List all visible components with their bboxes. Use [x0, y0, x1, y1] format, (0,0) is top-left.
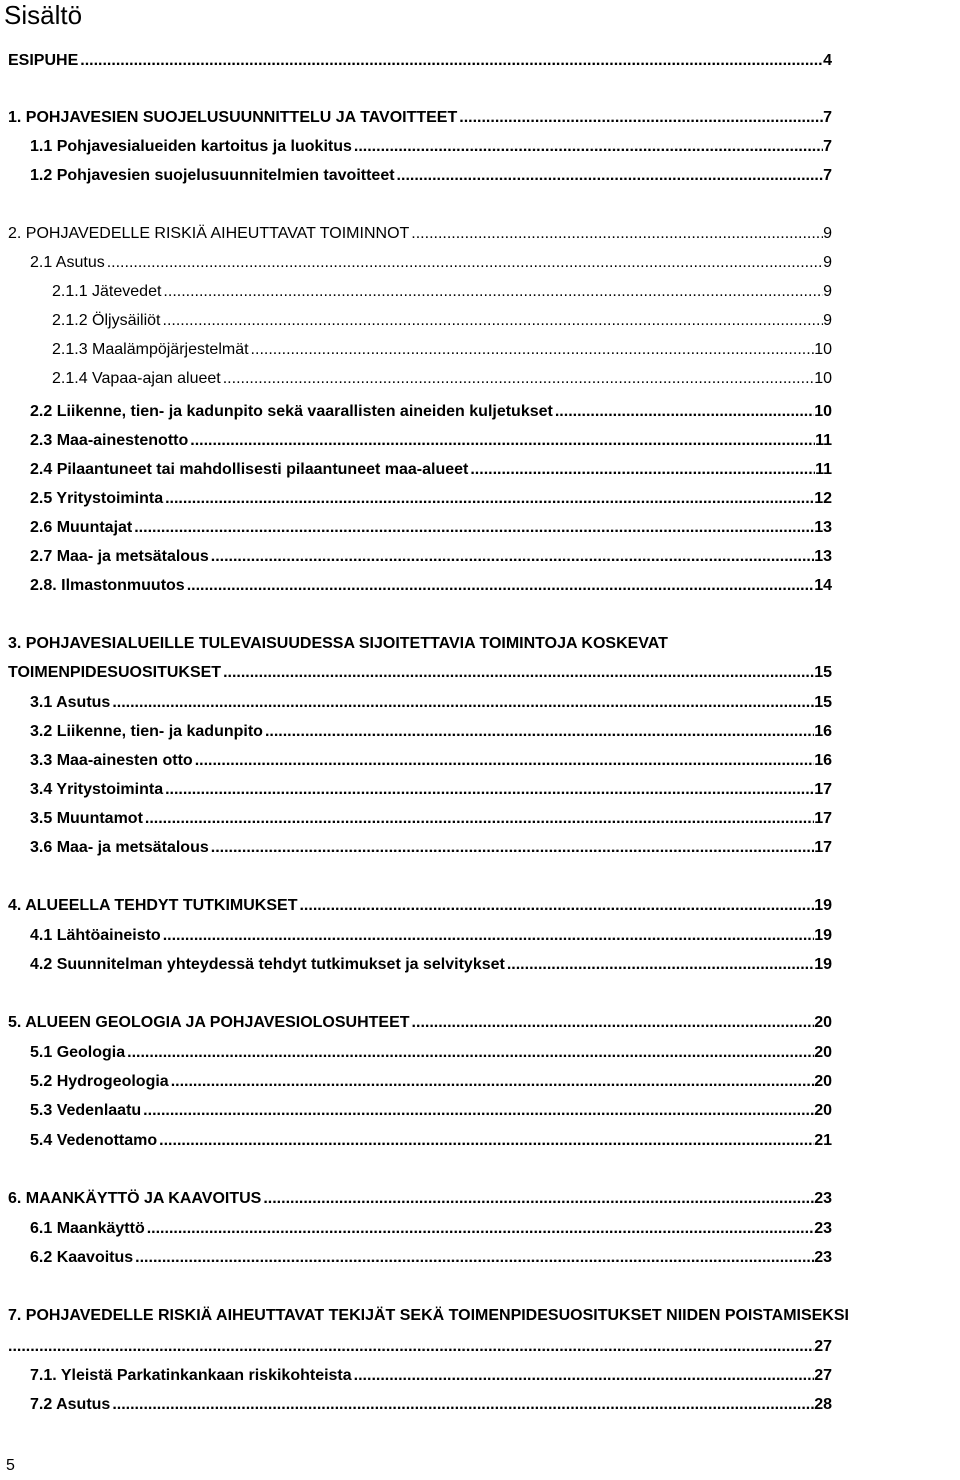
toc-entry-page: 7 — [823, 138, 832, 155]
toc-entry-label: 2.1.4 Vapaa-ajan alueet — [52, 370, 221, 387]
toc-entry-page: 17 — [814, 781, 832, 798]
toc-entry-page: 7 — [823, 109, 832, 126]
toc-entry-label: 5. ALUEEN GEOLOGIA JA POHJAVESIOLOSUHTEET — [8, 1014, 410, 1031]
toc-entry[interactable] — [30, 248, 832, 277]
toc-leader-dots — [112, 1390, 814, 1419]
toc-entry-label: ESIPUHE — [8, 52, 79, 69]
toc-leader-dots — [163, 921, 815, 950]
toc-entry[interactable] — [30, 950, 832, 979]
toc-entry-page: 4 — [823, 52, 832, 69]
toc-leader-dots — [134, 513, 814, 542]
toc-entry[interactable] — [8, 1301, 960, 1330]
toc-entry-label: 2.1.3 Maalämpöjärjestelmät — [52, 341, 249, 358]
toc-leader-dots — [127, 1038, 814, 1067]
toc-leader-dots — [354, 132, 823, 161]
toc-leader-dots — [412, 1008, 815, 1037]
toc-entry[interactable] — [30, 775, 832, 804]
toc-leader-dots — [211, 542, 814, 571]
toc-entry[interactable] — [52, 335, 832, 364]
toc-leader-dots — [165, 484, 814, 513]
toc-entry-label: 2.1.1 Jätevedet — [52, 283, 162, 300]
toc-entry-label: 5.2 Hydrogeologia — [30, 1073, 169, 1090]
toc-entry[interactable] — [30, 1361, 832, 1390]
toc-entry[interactable] — [52, 306, 832, 335]
toc-entry-label: 2.2 Liikenne, tien- ja kadunpito sekä vaarallisten aineiden kuljetukset — [30, 403, 553, 420]
toc-entry-page: 21 — [814, 1132, 832, 1149]
toc-leader-dots — [507, 950, 814, 979]
toc-leader-dots — [299, 891, 814, 920]
toc-leader-dots — [211, 833, 814, 862]
toc-leader-dots — [145, 804, 814, 833]
toc-entry-page: 12 — [814, 490, 832, 507]
toc-leader-dots — [223, 658, 814, 687]
toc-entry-page: 27 — [814, 1367, 832, 1384]
toc-entry[interactable] — [30, 1038, 832, 1067]
toc-entry-label: 3.3 Maa-ainesten otto — [30, 752, 193, 769]
toc-entry-page: 16 — [814, 723, 832, 740]
toc-entry[interactable] — [30, 833, 832, 862]
toc-entry-label: 3.2 Liikenne, tien- ja kadunpito — [30, 723, 263, 740]
toc-entry-label: 7.2 Asutus — [30, 1396, 111, 1413]
toc-entry-page: 9 — [823, 283, 832, 300]
toc-leader-dots — [251, 335, 815, 364]
toc-entry[interactable] — [30, 455, 832, 484]
toc-entry-page: 23 — [814, 1249, 832, 1266]
toc-entry-label: 6. MAANKÄYTTÖ JA KAAVOITUS — [8, 1190, 262, 1207]
toc-entry-label: 1. POHJAVESIEN SUOJELUSUUNNITTELU JA TAVOITTEET — [8, 109, 458, 126]
toc-entry[interactable] — [8, 891, 832, 920]
toc-entry-page: 23 — [814, 1190, 832, 1207]
toc-entry[interactable] — [30, 921, 832, 950]
toc-leader-dots — [223, 364, 814, 393]
toc-entry-label: 5.3 Vedenlaatu — [30, 1102, 142, 1119]
toc-entry-label: 7.1. Yleistä Parkatinkankaan riskikohteista — [30, 1367, 352, 1384]
toc-entry[interactable] — [30, 542, 832, 571]
toc-entry[interactable] — [8, 103, 832, 132]
toc-entry[interactable] — [30, 161, 832, 190]
toc-entry-page: 10 — [814, 341, 832, 358]
toc-entry-page: 14 — [814, 577, 832, 594]
toc-entry[interactable] — [52, 364, 832, 393]
toc-entry-label: 2.7 Maa- ja metsätalous — [30, 548, 209, 565]
toc-entry-label: 2.8. Ilmastonmuutos — [30, 577, 185, 594]
toc-entry-page: 11 — [815, 432, 832, 449]
toc-entry[interactable] — [30, 1214, 832, 1243]
toc-entry[interactable] — [30, 746, 832, 775]
toc-leader-dots — [8, 1332, 814, 1361]
toc-entry-label: 5.1 Geologia — [30, 1044, 126, 1061]
toc-entry[interactable] — [8, 1184, 832, 1213]
toc-leader-dots — [470, 455, 815, 484]
toc-leader-dots — [147, 1214, 814, 1243]
toc-entry-page: 19 — [814, 927, 832, 944]
toc-leader-dots — [107, 248, 823, 277]
toc-leader-dots — [143, 1096, 814, 1125]
toc-entry[interactable] — [30, 1243, 832, 1272]
page-number: 5 — [6, 1457, 15, 1474]
toc-entry[interactable] — [8, 1332, 832, 1361]
toc-entry-label: 6.1 Maankäyttö — [30, 1220, 145, 1237]
toc-entry[interactable] — [30, 132, 832, 161]
toc-leader-dots — [159, 1126, 814, 1155]
toc-entry[interactable] — [8, 629, 960, 658]
toc-entry-label: TOIMENPIDESUOSITUKSET — [8, 664, 222, 681]
toc-entry-label: 6.2 Kaavoitus — [30, 1249, 134, 1266]
toc-entry[interactable] — [30, 1096, 832, 1125]
toc-entry-label: 5.4 Vedenottamo — [30, 1132, 158, 1149]
toc-entry[interactable] — [30, 1126, 832, 1155]
toc-entry-label: 2.6 Muuntajat — [30, 519, 133, 536]
toc-entry-label: 2.1 Asutus — [30, 254, 105, 271]
toc-entry-label: 3. POHJAVESIALUEILLE TULEVAISUUDESSA SIJOITETTAVIA TOIMINTOJA KOSKEVAT — [8, 635, 668, 652]
toc-entry-label: 3.1 Asutus — [30, 694, 111, 711]
toc-entry-page: 20 — [814, 1073, 832, 1090]
toc-leader-dots — [265, 717, 814, 746]
toc-leader-dots — [135, 1243, 814, 1272]
toc-entry-page: 20 — [814, 1044, 832, 1061]
toc-entry-page: 9 — [823, 312, 832, 329]
toc-entry-page: 28 — [814, 1396, 832, 1413]
toc-leader-dots — [354, 1361, 815, 1390]
toc-entry-page: 17 — [814, 810, 832, 827]
toc-leader-dots — [165, 775, 814, 804]
toc-entry[interactable] — [30, 397, 832, 426]
toc-leader-dots — [163, 277, 823, 306]
toc-entry[interactable] — [30, 484, 832, 513]
toc-entry[interactable] — [8, 1008, 832, 1037]
toc-entry[interactable] — [30, 513, 832, 542]
toc-entry[interactable] — [8, 658, 832, 687]
toc-entry-label: 2.5 Yritystoiminta — [30, 490, 164, 507]
toc-entry-page: 20 — [814, 1014, 832, 1031]
toc-entry-label: 4.1 Lähtöaineisto — [30, 927, 161, 944]
toc-leader-dots — [263, 1184, 814, 1213]
toc-entry-label: 4.2 Suunnitelman yhteydessä tehdyt tutkimukset ja selvitykset — [30, 956, 505, 973]
toc-entry-label: 2.1.2 Öljysäiliöt — [52, 312, 161, 329]
toc-entry-label: 1.1 Pohjavesialueiden kartoitus ja luokitus — [30, 138, 352, 155]
toc-leader-dots — [163, 306, 824, 335]
toc-entry-page: 19 — [814, 897, 832, 914]
toc-entry-page: 13 — [814, 548, 832, 565]
toc-leader-dots — [187, 571, 815, 600]
toc-entry-page: 15 — [814, 694, 832, 711]
toc-entry-label: 4. ALUEELLA TEHDYT TUTKIMUKSET — [8, 897, 298, 914]
toc-entry-label: 3.5 Muuntamot — [30, 810, 143, 827]
toc-entry-page: 23 — [814, 1220, 832, 1237]
toc-entry[interactable] — [30, 1390, 832, 1419]
toc-entry[interactable] — [8, 46, 832, 75]
toc-entry-page: 27 — [814, 1338, 832, 1355]
toc-entry-page: 17 — [814, 839, 832, 856]
toc-entry-page: 10 — [814, 403, 832, 420]
toc-entry-page: 9 — [823, 225, 832, 242]
toc-entry[interactable] — [8, 219, 832, 248]
toc-leader-dots — [397, 161, 824, 190]
toc-entry[interactable] — [30, 688, 832, 717]
toc-entry[interactable] — [30, 717, 832, 746]
toc-entry[interactable] — [30, 804, 832, 833]
toc-entry-label: 1.2 Pohjavesien suojelusuunnitelmien tavoitteet — [30, 167, 395, 184]
toc-entry[interactable] — [52, 277, 832, 306]
toc-leader-dots — [112, 688, 814, 717]
toc-entry-label: 2.4 Pilaantuneet tai mahdollisesti pilaantuneet maa-alueet — [30, 461, 469, 478]
toc-entry-label: 2.3 Maa-ainestenotto — [30, 432, 189, 449]
toc-leader-dots — [190, 426, 815, 455]
toc-entry-page: 10 — [814, 370, 832, 387]
toc-entry-page: 13 — [814, 519, 832, 536]
page-title: Sisältö — [4, 0, 83, 30]
toc-entry-label: 7. POHJAVEDELLE RISKIÄ AIHEUTTAVAT TEKIJÄT SEKÄ TOIMENPIDESUOSITUKSET NIIDEN POISTAMISEKSI — [8, 1307, 849, 1324]
toc-entry[interactable] — [30, 426, 832, 455]
toc-entry[interactable] — [30, 1067, 832, 1096]
toc-entry-page: 16 — [814, 752, 832, 769]
toc-leader-dots — [555, 397, 814, 426]
toc-entry-page: 11 — [815, 461, 832, 478]
toc-leader-dots — [411, 219, 823, 248]
toc-entry-label: 2. POHJAVEDELLE RISKIÄ AIHEUTTAVAT TOIMINNOT — [8, 225, 410, 242]
toc-entry-page: 20 — [814, 1102, 832, 1119]
toc-entry[interactable] — [30, 571, 832, 600]
toc-entry-page: 7 — [823, 167, 832, 184]
toc-entry-label: 3.4 Yritystoiminta — [30, 781, 164, 798]
toc-leader-dots — [171, 1067, 815, 1096]
toc-entry-page: 9 — [823, 254, 832, 271]
toc-leader-dots — [80, 46, 823, 75]
toc-entry-page: 15 — [814, 664, 832, 681]
toc-entry-page: 19 — [814, 956, 832, 973]
toc-leader-dots — [459, 103, 823, 132]
toc-leader-dots — [195, 746, 815, 775]
toc-entry-label: 3.6 Maa- ja metsätalous — [30, 839, 209, 856]
